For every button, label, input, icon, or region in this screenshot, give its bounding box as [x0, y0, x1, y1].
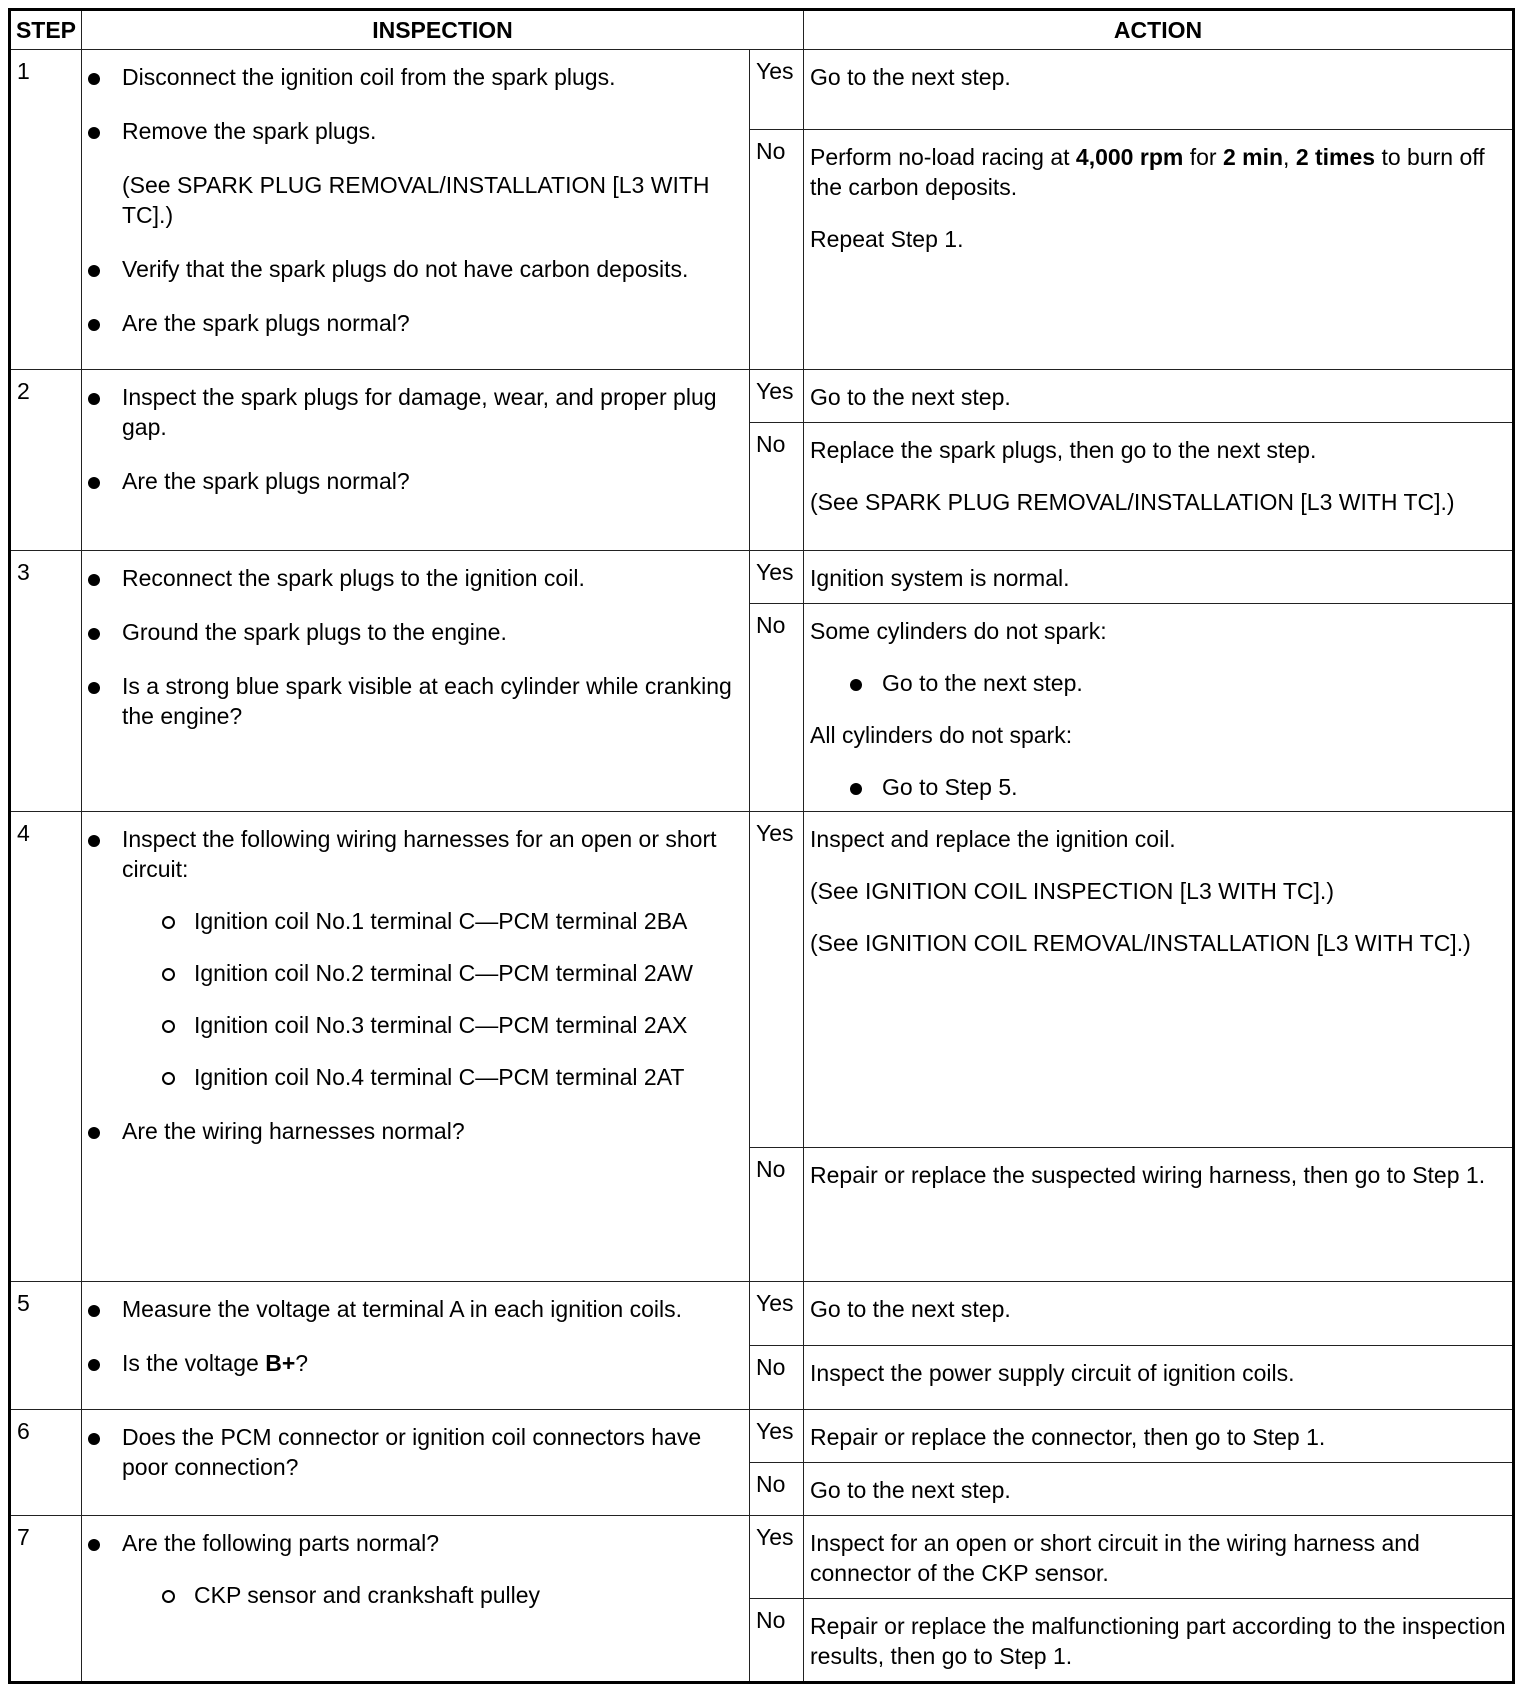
step-6-inspection: [82, 1410, 750, 1516]
header-row: [10, 10, 1514, 50]
inspection-text: Inspect the following wiring harnesses for an open or short circuit:: [122, 826, 717, 882]
no-label: No: [750, 1463, 804, 1516]
step-3-inspection: [82, 551, 750, 812]
no-action: [804, 1599, 1514, 1683]
action-header: ACTION: [804, 10, 1514, 50]
no-action: [804, 1148, 1514, 1282]
action-text: Inspect for an open or short circuit in the wiring harness and connector of the CKP sensor.: [810, 1530, 1420, 1586]
parts-list: [122, 1580, 743, 1610]
no-action: [804, 1346, 1514, 1410]
reference-note: (See SPARK PLUG REMOVAL/INSTALLATION [L3 WITH TC].): [810, 489, 1455, 515]
inspection-item: Reconnect the spark plugs to the ignition coil.: [88, 563, 743, 593]
action-text: Replace the spark plugs, then go to the next step.: [810, 437, 1317, 463]
inspection-item: Ground the spark plugs to the engine.: [88, 617, 743, 647]
step-number: 1: [10, 50, 82, 370]
action-text: Repair or replace the suspected wiring harness, then go to Step 1.: [810, 1162, 1486, 1188]
step-1-inspection: [82, 50, 750, 370]
yes-label: Yes: [750, 1282, 804, 1346]
no-action: [804, 423, 1514, 551]
no-action: [804, 1463, 1514, 1516]
inspection-text: Are the following parts normal?: [122, 1530, 440, 1556]
yes-action: [804, 1410, 1514, 1463]
inspection-question: Are the wiring harnesses normal?: [88, 1116, 743, 1146]
part-item: CKP sensor and crankshaft pulley: [162, 1580, 743, 1610]
yes-action: [804, 370, 1514, 423]
yes-label: Yes: [750, 1410, 804, 1463]
action-text: Go to the next step.: [810, 1296, 1011, 1322]
step-4-yes-row: [10, 812, 1514, 1148]
yes-action: [804, 50, 1514, 130]
inspection-item: [88, 824, 743, 1092]
inspection-question: [88, 1528, 743, 1610]
no-action: [804, 604, 1514, 812]
action-text: Go to the next step.: [810, 384, 1011, 410]
no-label: No: [750, 423, 804, 551]
reference-note: (See SPARK PLUG REMOVAL/INSTALLATION [L3 WITH TC].): [122, 172, 710, 228]
action-text: Go to the next step.: [810, 64, 1011, 90]
inspection-question: Are the spark plugs normal?: [88, 308, 743, 338]
action-text: Repair or replace the connector, then go to Step 1.: [810, 1424, 1326, 1450]
harness-list: [122, 906, 743, 1092]
step-1-yes-row: [10, 50, 1514, 130]
action-text: Perform no-load racing at 4,000 rpm for 2 min, 2 times to burn off the carbon deposits.: [810, 144, 1485, 200]
inspection-question: Are the spark plugs normal?: [88, 466, 743, 496]
yes-label: Yes: [750, 370, 804, 423]
action-item: Go to the next step.: [850, 668, 1506, 698]
action-text: Inspect and replace the ignition coil.: [810, 826, 1176, 852]
step-header: STEP: [10, 10, 82, 50]
action-text: Inspect the power supply circuit of ignition coils.: [810, 1360, 1295, 1386]
inspection-item: Measure the voltage at terminal A in each ignition coils.: [88, 1294, 743, 1324]
inspection-item: Inspect the spark plugs for damage, wear, and proper plug gap.: [88, 382, 743, 442]
inspection-item: [88, 116, 743, 230]
step-3-yes-row: [10, 551, 1514, 604]
step-5-inspection: [82, 1282, 750, 1410]
harness-item: Ignition coil No.1 terminal C—PCM terminal 2BA: [162, 906, 743, 936]
action-text: All cylinders do not spark:: [810, 722, 1073, 748]
action-text: Repair or replace the malfunctioning part according to the inspection results, then go to Step 1.: [810, 1613, 1506, 1669]
action-text: Some cylinders do not spark:: [810, 618, 1107, 644]
yes-label: Yes: [750, 812, 804, 1148]
no-label: No: [750, 604, 804, 812]
yes-label: Yes: [750, 551, 804, 604]
diagnostic-table: [8, 8, 1515, 1684]
action-item: Go to Step 5.: [850, 772, 1506, 802]
yes-action: [804, 1516, 1514, 1599]
inspection-question: Is the voltage B+?: [88, 1348, 743, 1378]
step-6-yes-row: [10, 1410, 1514, 1463]
reference-note: (See IGNITION COIL INSPECTION [L3 WITH TC].): [810, 878, 1334, 904]
step-number: 2: [10, 370, 82, 551]
action-text: Ignition system is normal.: [810, 565, 1070, 591]
no-label: No: [750, 130, 804, 370]
yes-action: [804, 812, 1514, 1148]
step-2-yes-row: [10, 370, 1514, 423]
reference-note: (See IGNITION COIL REMOVAL/INSTALLATION [L3 WITH TC].): [810, 930, 1471, 956]
harness-item: Ignition coil No.4 terminal C—PCM terminal 2AT: [162, 1062, 743, 1092]
step-number: 5: [10, 1282, 82, 1410]
step-number: 3: [10, 551, 82, 812]
yes-action: [804, 551, 1514, 604]
inspection-question: Is a strong blue spark visible at each cylinder while cranking the engine?: [88, 671, 743, 731]
step-2-inspection: [82, 370, 750, 551]
no-action: [804, 130, 1514, 370]
inspection-item: Verify that the spark plugs do not have carbon deposits.: [88, 254, 743, 284]
no-label: No: [750, 1599, 804, 1683]
harness-item: Ignition coil No.3 terminal C—PCM terminal 2AX: [162, 1010, 743, 1040]
inspection-question: Does the PCM connector or ignition coil connectors have poor connection?: [88, 1422, 743, 1482]
step-number: 6: [10, 1410, 82, 1516]
step-7-yes-row: [10, 1516, 1514, 1599]
step-5-yes-row: [10, 1282, 1514, 1346]
action-text: Repeat Step 1.: [810, 226, 964, 252]
step-4-inspection: [82, 812, 750, 1282]
step-7-inspection: [82, 1516, 750, 1683]
step-number: 7: [10, 1516, 82, 1683]
yes-label: Yes: [750, 50, 804, 130]
yes-label: Yes: [750, 1516, 804, 1599]
inspection-header: INSPECTION: [82, 10, 804, 50]
yes-action: [804, 1282, 1514, 1346]
inspection-text: Remove the spark plugs.: [122, 118, 377, 144]
step-number: 4: [10, 812, 82, 1282]
no-label: No: [750, 1148, 804, 1282]
inspection-item: Disconnect the ignition coil from the spark plugs.: [88, 62, 743, 92]
harness-item: Ignition coil No.2 terminal C—PCM terminal 2AW: [162, 958, 743, 988]
action-text: Go to the next step.: [810, 1477, 1011, 1503]
no-label: No: [750, 1346, 804, 1410]
